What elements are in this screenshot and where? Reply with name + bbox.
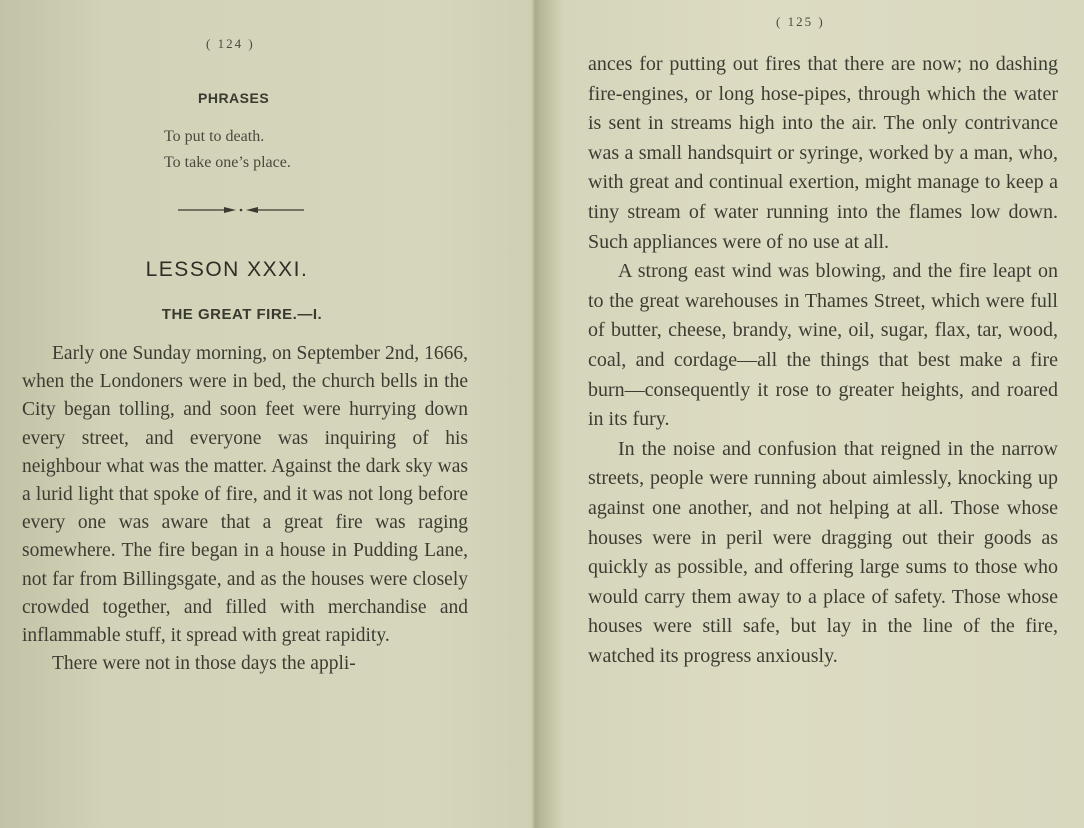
body-paragraph: A strong east wind was blowing, and the fire leapt on to the great warehouses in Thames Street, which were full of butter, cheese, brandy, wine, oil, sugar, flax, tar, wood, coal, and cordage—all the things that best make a fire burn—consequently it rose to greater heights, and roared in its fury. xyxy=(588,260,1058,431)
body-paragraph: There were not in those days the appli- xyxy=(52,653,356,675)
left-body-text xyxy=(22,340,468,678)
right-page xyxy=(536,0,1084,828)
phrase-item: To put to death. xyxy=(164,128,265,145)
phrases-heading: PHRASES xyxy=(198,90,270,106)
body-paragraph: ances for putting out fires that there are now; no dashing fire-engines, or long hose-pipes, through which the water is sent in streams high into the air. The only contrivance was a small handsquirt or syringe, worked by a man, who, with great and continual exertion, might manage to keep a tiny stream of water running into the flames low down. Such appliances were of no use at all. xyxy=(588,53,1058,253)
body-paragraph: In the noise and confusion that reigned in the narrow streets, people were running about aimlessly, knocking up against one another, and not helping at all. Those whose houses were in peril were dragging out their goods as quickly as possible, and offering large sums to those who would carry them away to a place of safety. Those whose houses were still safe, but lay in the line of the fire, watched its progress anxiously. xyxy=(588,437,1058,667)
section-divider-ornament xyxy=(178,204,304,216)
page-number: ( 124 ) xyxy=(206,36,255,51)
lesson-title: LESSON XXXI. xyxy=(145,258,309,281)
body-paragraph: Early one Sunday morning, on September 2nd, 1666, when the Londoners were in bed, the church bells in the City began tolling, and soon feet were hurrying down every street, and everyone was inquiring of his neighbour what was the matter. Against the dark sky was a lurid light that spoke of fire, and it was not long before every one was aware that a great fire was raging somewhere. The fire began in a house in Pudding Lane, not far from Billingsgate, and as the houses were closely crowded together, and filled with merchandise and inflammable stuff, it spread with great rapidity. xyxy=(22,343,468,647)
page-number: ( 125 ) xyxy=(776,14,825,29)
left-page xyxy=(0,0,530,828)
right-body-text xyxy=(588,50,1058,671)
lesson-subtitle: THE GREAT FIRE.—I. xyxy=(161,306,323,323)
phrase-item: To take one’s place. xyxy=(164,154,291,171)
